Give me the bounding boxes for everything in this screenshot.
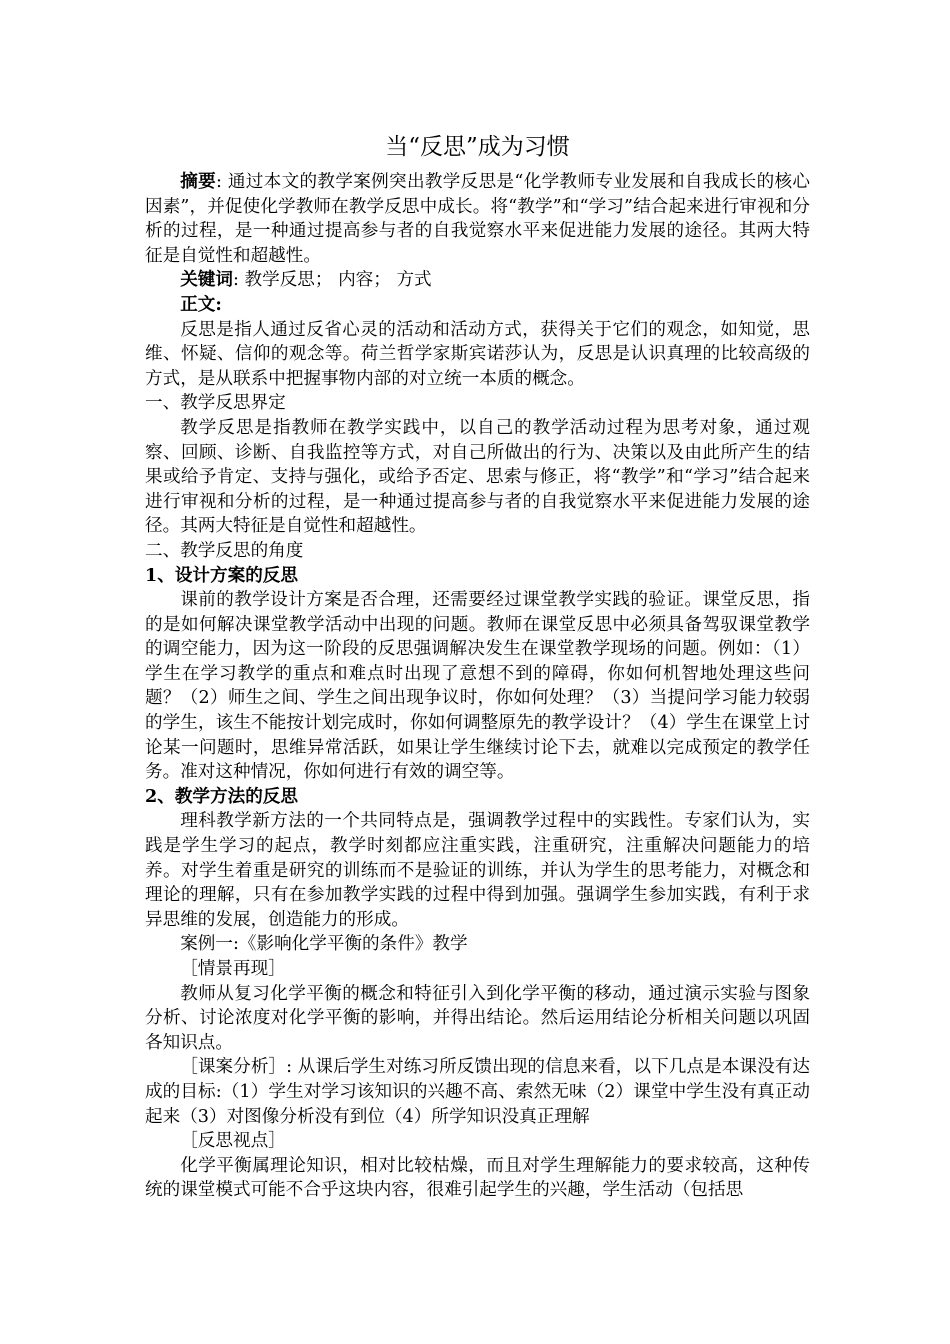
- section1-heading: 一、教学反思界定: [145, 393, 286, 414]
- keywords-label: 关键词: [180, 269, 233, 291]
- abstract-text: : 通过本文的教学案例突出教学反思是“化学教师专业发展和自我成长的核心因素”，并促使化学教师在教学反思中成长。将“教学”和“学习”结合起来进行审视和分析的过程，是一种通过提高参与者的自我觉察水平来促进能力发展的途径。其两大特征是自觉性和超越性。: [145, 172, 810, 266]
- reflection-label: ［反思视点］: [180, 1131, 286, 1152]
- sub2-heading: 2、教学方法的反思: [145, 785, 298, 807]
- section1-paragraph: 教学反思是指教师在教学实践中，以自己的教学活动过程为思考对象，通过观察、回顾、诊断、自我监控等方式，对自己所做出的行为、决策以及由此所产生的结果或给予肯定、支持与强化，或给予否定、思索与修正，将“教学”和“学习”结合起来进行审视和分析的过程，是一种通过提高参与者的自我觉察水平来促进能力发展的途径。其两大特征是自觉性和超越性。: [145, 417, 810, 537]
- section2-heading: 二、教学反思的角度: [145, 540, 304, 561]
- scene-label: ［情景再现］: [180, 959, 286, 979]
- reflection-paragraph: 化学平衡属理论知识，相对比较枯燥，而且对学生理解能力的要求较高，这种传统的课堂模式可能不合乎这块内容，很难引起学生的兴趣，学生活动（包括思: [145, 1155, 810, 1201]
- sub2-paragraph: 理科教学新方法的一个共同特点是，强调教学过程中的实践性。专家们认为，实践是学生学习的起点，教学时刻都应注重实践，注重研究，注重解决问题能力的培养。对学生着重是研究的训练而不是验证的训练，并认为学生的思考能力，对概念和理论的理解，只有在参加教学实践的过程中得到加强。强调学生参加实践，有利于求异思维的发展，创造能力的形成。: [145, 811, 810, 930]
- case-title: 案例一:《影响化学平衡的条件》教学: [180, 934, 468, 955]
- abstract-label: 摘要: [180, 171, 217, 192]
- keywords-text: : 教学反思； 内容； 方式: [232, 270, 432, 291]
- intro-paragraph: 反思是指人通过反省心灵的活动和活动方式，获得关于它们的观念，如知觉，思维、怀疑、信仰的观念等。荷兰哲学家斯宾诺莎认为，反思是认识真理的比较高级的方式，是从联系中把握事物内部的对立统一本质的概念。: [145, 319, 810, 389]
- keywords-paragraph: [145, 268, 810, 293]
- sub1-heading: 1、设计方案的反思: [145, 564, 298, 586]
- scene-paragraph: 教师从复习化学平衡的概念和特征引入到化学平衡的移动，通过演示实验与图象分析、讨论浓度对化学平衡的影响，并得出结论。然后运用结论分析相关问题以巩固各知识点。: [145, 983, 810, 1053]
- analysis-paragraph: ［课案分析］: 从课后学生对练习所反馈出现的信息来看，以下几点是本课没有达成的目标:（1）学生对学习该知识的兴趣不高、索然无味（2）课堂中学生没有真正动起来（3）对图像分析没有到位（4）所学知识没真正理解: [145, 1057, 810, 1127]
- body-label: 正文:: [180, 293, 222, 315]
- abstract-paragraph: [145, 170, 810, 268]
- document-title: 当“反思”成为习惯: [385, 134, 570, 160]
- sub1-paragraph: 课前的教学设计方案是否合理，还需要经过课堂教学实践的验证。课堂反思，指的是如何解决课堂教学活动中出现的问题。教师在课堂反思中必须具备驾驭课堂教学的调空能力，因为这一阶段的反思强调解决发生在课堂教学现场的问题。例如：（1）学生在学习教学的重点和难点时出现了意想不到的障碍，你如何机智地处理这些问题？（2）师生之间、学生之间出现争议时，你如何处理？（3）当提问学习能力较弱的学生，该生不能按计划完成时，你如何调整原先的教学设计？（4）学生在课堂上讨论某一问题时，思维异常活跃，如果让学生继续讨论下去，就难以完成预定的教学任务。准对这种情况，你如何进行有效的调空等。: [145, 590, 810, 783]
